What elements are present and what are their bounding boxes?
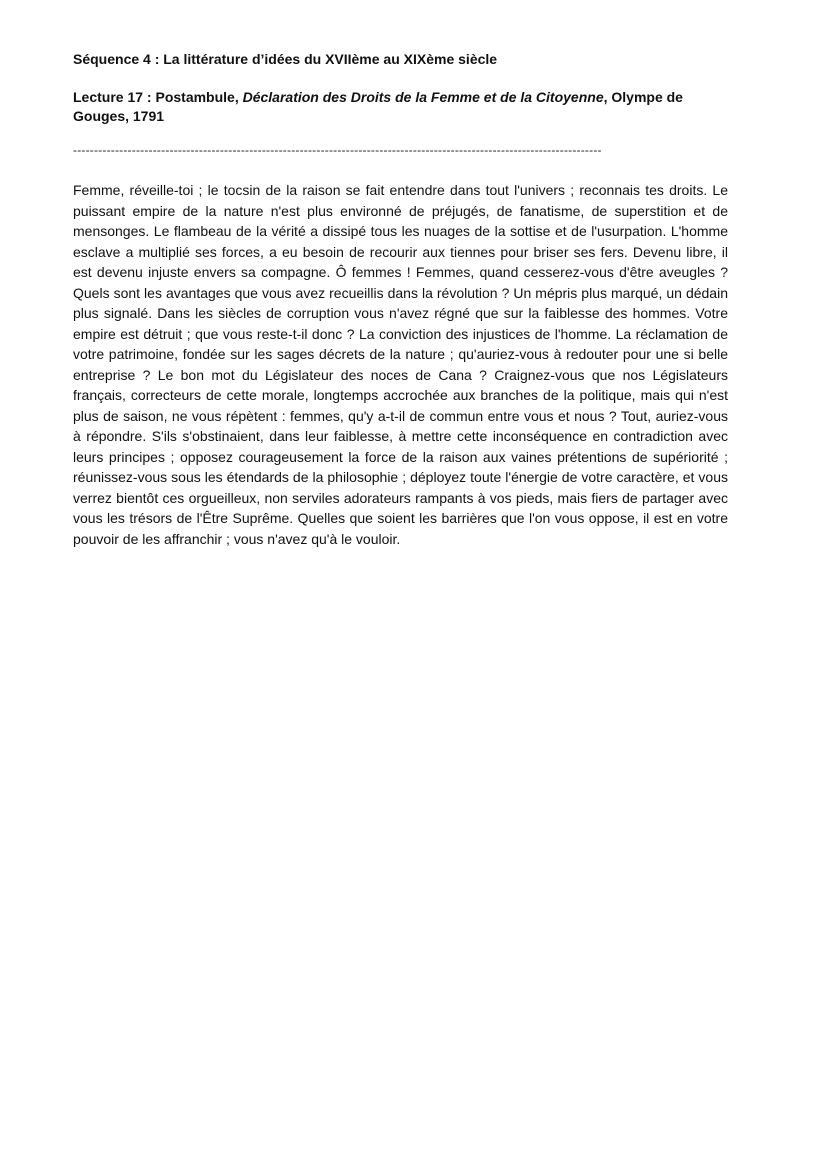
lecture-title <box>73 88 729 126</box>
sequence-title: Séquence 4 : La littérature d’idées du XVIIème au XIXème siècle <box>73 51 498 67</box>
passage-text: Femme, réveille-toi ; le tocsin de la raison se fait entendre dans tout l'univers ; reconnais tes droits. Le puissant empire de la nature n'est plus environné de préjugés, de fanatisme, de superstition et de mensonges. Le flambeau de la vérité a dissipé tous les nuages de la sottise et de l'usurpation. L'homme esclave a multiplié ses forces, a eu besoin de recourir aux tiennes pour briser ses fers. Devenu libre, il est devenu injuste envers sa compagne. Ô femmes ! Femmes, quand cesserez-vous d'être aveugles ? Quels sont les avantages que vous avez recueillis dans la révolution ? Un mépris plus marqué, un dédain plus signalé. Dans les siècles de corruption vous n'avez régné que sur la faiblesse des hommes. Votre empire est détruit ; que vous reste-t-il donc ? La conviction des injustices de l'homme. La réclamation de votre patrimoine, fondée sur les sages décrets de la nature ; qu'auriez-vous à redouter pour une si belle entreprise ? Le bon mot du Législateur des noces de Cana ? Craignez-vous que nos Législateurs français, correcteurs de cette morale, longtemps accrochée aux branches de la politique, mais qui n'est plus de saison, ne vous répètent : femmes, qu'y a-t-il de commun entre vous et nous ? Tout, auriez-vous à répondre. S'ils s'obstinaient, dans leur faiblesse, à mettre cette inconséquence en contradiction avec leurs principes ; opposez courageusement la force de la raison aux vaines prétentions de supériorité ; réunissez-vous sous les étendards de la philosophie ; déployez toute l'énergie de votre caractère, et vous verrez bientôt ces orgueilleux, non serviles adorateurs rampants à vos pieds, mais fiers de partager avec vous les trésors de l'Être Suprême. Quelles que soient les barrières que l'on vous oppose, il est en votre pouvoir de les affranchir ; vous n'avez qu'à le vouloir. <box>73 182 728 547</box>
work-title: Déclaration des Droits de la Femme et de la Citoyenne <box>242 89 604 105</box>
lecture-prefix: Lecture 17 : Postambule, <box>73 89 243 105</box>
lecture-suffix: , Olympe de Gouges, 1791 <box>73 89 683 124</box>
dashed-separator: ------------------------------------------------------------------------------------------------------------------------------ <box>73 143 602 157</box>
